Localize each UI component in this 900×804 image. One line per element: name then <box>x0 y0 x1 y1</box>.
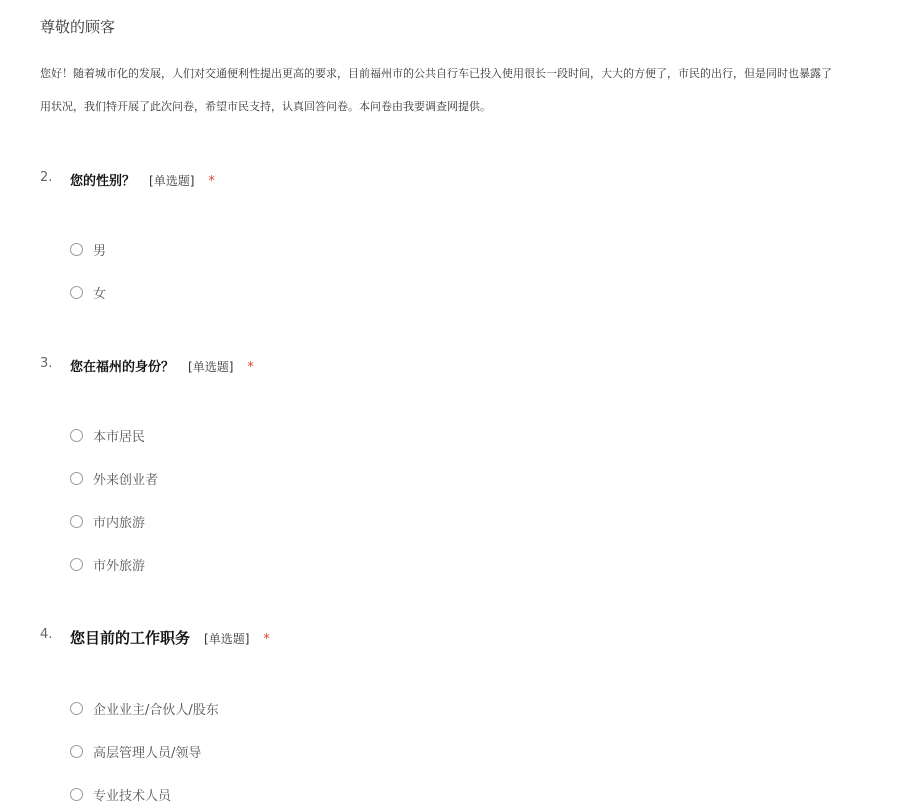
option-label: 专业技术人员 <box>93 789 172 804</box>
radio-button[interactable] <box>70 472 83 485</box>
question-title <box>70 170 215 189</box>
question-title-text: 您目前的工作职务 <box>70 629 191 647</box>
option-label: 外来创业者 <box>93 473 159 488</box>
option-label: 男 <box>93 244 107 259</box>
required-marker: * <box>263 632 270 647</box>
option-label: 市外旅游 <box>93 559 146 574</box>
option-local-tourist[interactable] <box>70 512 145 531</box>
option-senior-manager[interactable] <box>70 742 201 761</box>
radio-button[interactable] <box>70 515 83 528</box>
radio-button[interactable] <box>70 702 83 715</box>
question-number: 2. <box>40 170 53 185</box>
option-label: 本市居民 <box>93 430 146 445</box>
radio-button[interactable] <box>70 558 83 571</box>
option-professional-technician[interactable] <box>70 785 171 804</box>
radio-button[interactable] <box>70 788 83 801</box>
question-type-label: [单选题] <box>204 632 250 646</box>
radio-button[interactable] <box>70 286 83 299</box>
question-title-text: 您的性别？ <box>70 174 136 189</box>
option-outside-entrepreneur[interactable] <box>70 469 158 488</box>
greeting-heading: 尊敬的顾客 <box>40 18 116 36</box>
question-title <box>70 356 254 375</box>
required-marker: * <box>208 174 215 189</box>
option-label: 高层管理人员/领导 <box>93 746 202 761</box>
radio-button[interactable] <box>70 243 83 256</box>
question-type-label: [单选题] <box>188 360 234 374</box>
intro-line-1: 您好！随着城市化的发展，人们对交通便利性提出更高的要求，目前福州市的公共自行车已投入使用很长一段时间，大大的方便了，市民的出行，但是同时也暴露了 <box>40 67 832 80</box>
option-female[interactable] <box>70 283 106 302</box>
radio-button[interactable] <box>70 745 83 758</box>
option-label: 市内旅游 <box>93 516 146 531</box>
option-local-resident[interactable] <box>70 426 145 445</box>
radio-button[interactable] <box>70 429 83 442</box>
question-title <box>70 627 270 648</box>
option-business-owner[interactable] <box>70 699 219 718</box>
question-number: 4. <box>40 627 53 642</box>
intro-paragraph <box>40 57 900 123</box>
option-label: 企业业主/合伙人/股东 <box>93 703 219 718</box>
question-number: 3. <box>40 356 53 371</box>
required-marker: * <box>247 360 254 375</box>
question-type-label: [单选题] <box>149 174 195 188</box>
question-title-text: 您在福州的身份？ <box>70 360 175 375</box>
option-male[interactable] <box>70 240 106 259</box>
option-label: 女 <box>93 287 107 302</box>
intro-line-2: 用状况，我们特开展了此次问卷，希望市民支持，认真回答问卷。本问卷由我要调查网提供。 <box>40 100 491 113</box>
option-outside-tourist[interactable] <box>70 555 145 574</box>
